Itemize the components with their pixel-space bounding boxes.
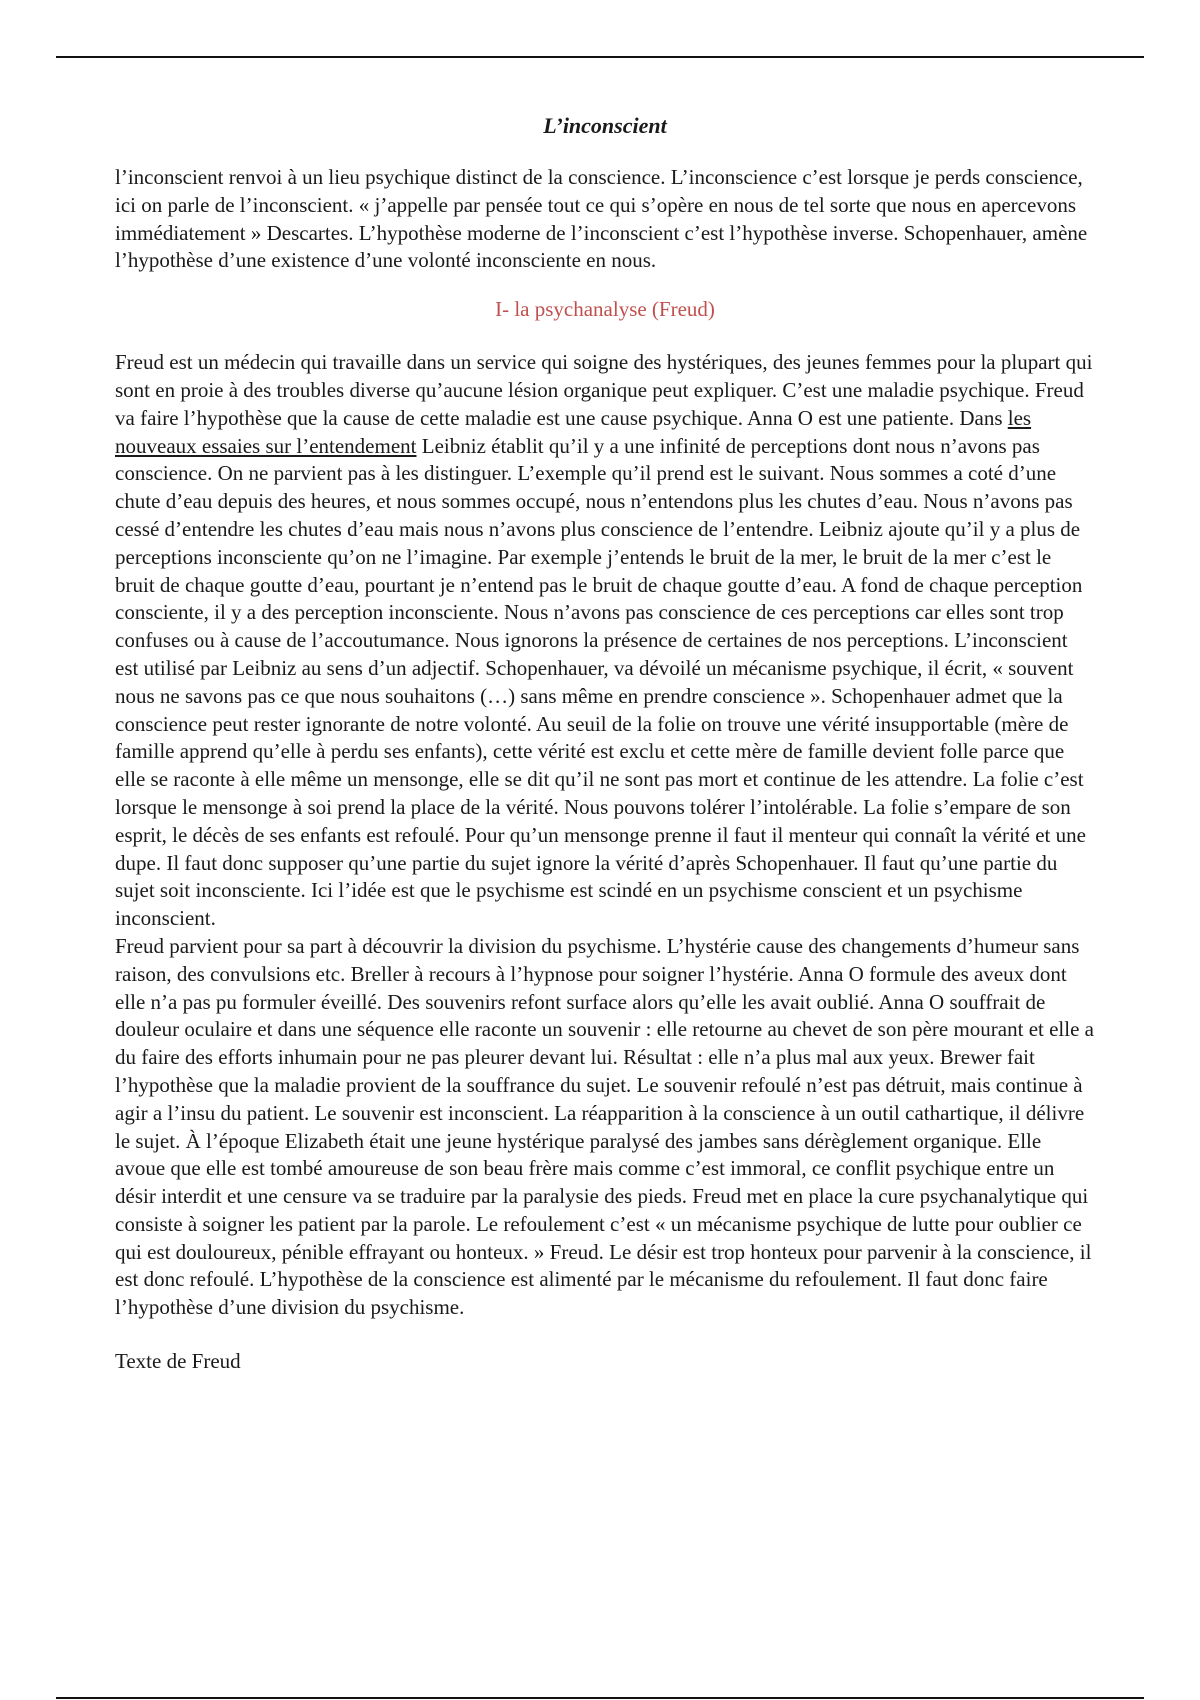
- book-title-underlined: les nouveaux essaies sur l’entendement: [115, 405, 1032, 458]
- body-paragraph-1: [115, 349, 1095, 933]
- document-page: [115, 110, 1095, 1376]
- paragraph-1-text-start: Freud est un médecin qui travaille dans un service qui soigne des hystériques, des jeunes femmes pour la plupart qui sont en proie à des troubles diverse qu’aucune lésion organique peut expliquer. C’est une maladie psychique. Freud va faire l’hypothèse que la cause de cette maladie est une cause psychique. Anna O est une patiente. Dans: [115, 350, 1093, 430]
- footer-rule: [56, 1697, 1144, 1699]
- document-title: L’inconscient: [543, 113, 667, 138]
- section-heading: I- la psychanalyse (Freud): [495, 297, 715, 322]
- body-paragraph-2: Freud parvient pour sa part à découvrir la division du psychisme. L’hystérie cause des changements d’humeur sans raison, des convulsions etc. Breller à recours à l’hypnose pour soigner l’hystérie. Anna O formule des aveux dont elle n’a pas pu formuler éveillé. Des souvenirs refont surface alors qu’elle les avait oublié. Anna O souffrait de douleur oculaire et dans une séquence elle raconte un souvenir : elle retourne au chevet de son père mourant et elle a du faire des efforts inhumain pour ne pas pleurer devant lui. Résultat : elle n’a plus mal aux yeux. Brewer fait l’hypothèse que la maladie provient de la souffrance du sujet. Le souvenir refoulé n’est pas détruit, mais continue à agir a l’insu du patient. Le souvenir est inconscient. La réapparition à la conscience à un outil cathartique, il délivre le sujet. À l’époque Elizabeth était une jeune hystérique paralysé des jambes sans dérèglement organique. Elle avoue que elle est tombé amoureuse de son beau frère mais comme c’est immoral, ce conflit psychique entre un désir interdit et une censure va se traduire par la paralysie des pieds. Freud met en place la cure psychanalytique qui consiste à soigner les patient par la parole. Le refoulement c’est « un mécanisme psychique de lutte pour oublier ce qui est douloureux, pénible effrayant ou honteux. » Freud. Le désir est trop honteux pour parvenir à la conscience, il est donc refoulé. L’hypothèse de la conscience est alimenté par le mécanisme du refoulement. Il faut donc faire l’hypothèse d’une division du psychisme.: [115, 933, 1094, 1320]
- paragraph-1-text-end: Leibniz établit qu’il y a une infinité de perceptions dont nous n’avons pas conscience. On ne parvient pas à les distinguer. L’exemple qu’il prend est le suivant. Nous sommes a coté d’une chute d’eau depuis des heures, et nous sommes occupé, nous n’entendons plus les chutes d’eau. Nous n’avons pas cessé d’entendre les chutes d’eau mais nous n’avons plus conscience de l’entendre. Leibniz ajoute qu’il y a plus de perceptions inconsciente qu’on ne l’imagine. Par exemple j’entends le bruit de la mer, le bruit de la mer c’est le bruit de chaque goutte d’eau, pourtant je n’entend pas le bruit de chaque goutte d’eau. A fond de chaque perception consciente, il y a des perception inconsciente. Nous n’avons pas conscience de ces perceptions car elles sont trop confuses ou à cause de l’accoutumance. Nous ignorons la présence de certaines de nos perceptions. L’inconscient est utilisé par Leibniz au sens d’un adjectif. Schopenhauer, va dévoilé un mécanisme psychique, il écrit, « souvent nous ne savons pas ce que nous souhaitons (…) sans même en prendre conscience ». Schopenhauer admet que la conscience peut rester ignorante de notre volonté. Au seuil de la folie on trouve une vérité insupportable (mère de famille apprend qu’elle à perdu ses enfants), cette vérité est exclu et cette mère de famille devient folle parce que elle se raconte à elle même un mensonge, elle se dit qu’il ne sont pas mort et continue de les attendre. La folie c’est lorsque le mensonge à soi prend la place de la vérité. Nous pouvons tolérer l’intolérable. La folie s’empare de son esprit, le décès de ses enfants est refoulé. Pour qu’un mensonge prenne il faut il menteur qui connaît la vérité et une dupe. Il faut donc supposer qu’une partie du sujet ignore la vérité d’après Schopenhauer. Il faut qu’une partie du sujet soit inconsciente. Ici l’idée est que le psychisme est scindé en un psychisme conscient et un psychisme inconscient.: [115, 433, 1086, 931]
- intro-paragraph: l’inconscient renvoi à un lieu psychique distinct de la conscience. L’inconscience c’est lorsque je perds conscience, ici on parle de l’inconscient. « j’appelle par pensée tout ce qui s’opère en nous de tel sorte que nous en apercevons immédiatement » Descartes. L’hypothèse moderne de l’inconscient c’est l’hypothèse inverse. Schopenhauer, amène l’hypothèse d’une existence d’une volonté inconsciente en nous.: [115, 165, 1088, 273]
- closing-line: Texte de Freud: [115, 1349, 241, 1374]
- header-rule: [56, 56, 1144, 58]
